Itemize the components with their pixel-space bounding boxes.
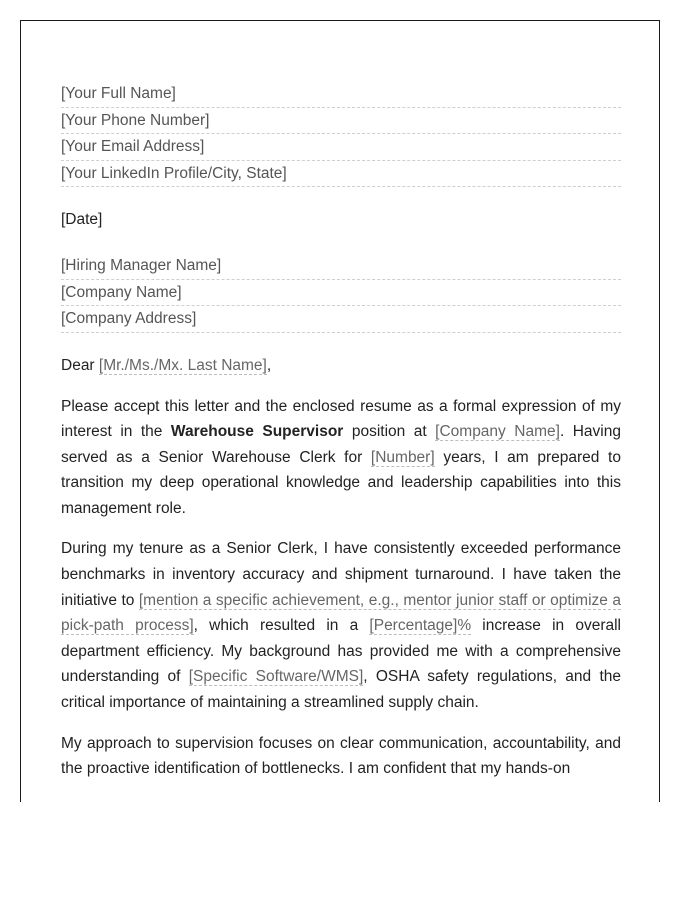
sender-email-field[interactable]: [Your Email Address]: [61, 134, 621, 161]
letter-page: [20, 20, 660, 802]
salutation: [61, 353, 621, 379]
letter-date: [Date]: [61, 211, 103, 228]
paragraph1-text-2: position at: [343, 423, 436, 441]
sender-block: [61, 81, 621, 187]
years-number-placeholder[interactable]: [Number]: [370, 448, 435, 466]
percentage-placeholder[interactable]: [Percentage]%: [369, 617, 472, 635]
recipient-company-address-field[interactable]: [Company Address]: [61, 306, 621, 333]
body-paragraph-1: [61, 394, 621, 522]
recipient-manager-name-field[interactable]: [Hiring Manager Name]: [61, 253, 621, 280]
paragraph2-text-3: increase in overall department efficiency. My background has provided me with a comprehensive understanding of: [61, 617, 622, 686]
paragraph2-text-2: , which resulted in a: [193, 617, 370, 635]
paragraph1-text-4: years, I am prepared to transition my deep operational knowledge and leadership capabilities into this management role.: [61, 448, 621, 517]
software-placeholder[interactable]: [Specific Software/WMS]: [188, 668, 364, 686]
salutation-name-placeholder[interactable]: [Mr./Ms./Mx. Last Name]: [98, 356, 267, 374]
body-paragraph-2: [61, 536, 621, 715]
recipient-company-name-field[interactable]: [Company Name]: [61, 280, 621, 307]
paragraph2-text-4: , OSHA safety regulations, and the critical importance of maintaining a streamlined supply chain.: [61, 668, 621, 712]
paragraph2-text-1: During my tenure as a Senior Clerk, I have consistently exceeded performance benchmarks in inventory accuracy and shipment turnaround. I have taken the initiative to: [61, 540, 621, 609]
paragraph1-text-1: Please accept this letter and the enclosed resume as a formal expression of my interest in the: [61, 397, 621, 441]
company-name-placeholder[interactable]: [Company Name]: [435, 423, 560, 441]
sender-full-name-field[interactable]: [Your Full Name]: [61, 81, 621, 108]
salutation-prefix: Dear: [61, 356, 99, 374]
position-title: Warehouse Supervisor: [170, 423, 344, 441]
achievement-placeholder[interactable]: [mention a specific achievement, e.g., mentor junior staff or optimize a pick-path process]: [61, 591, 621, 635]
letter-content: [61, 81, 621, 782]
sender-phone-field[interactable]: [Your Phone Number]: [61, 108, 621, 135]
body-paragraph-3: [61, 731, 621, 782]
sender-linkedin-location-field[interactable]: [Your LinkedIn Profile/City, State]: [61, 161, 621, 188]
salutation-suffix: ,: [266, 356, 272, 374]
paragraph1-text-3: . Having served as a Senior Warehouse Clerk for: [61, 423, 621, 466]
paragraph3-text-1: My approach to supervision focuses on clear communication, accountability, and the proactive identification of bottlenecks. I am confident that my hands-on: [61, 734, 621, 778]
recipient-block: [61, 253, 621, 333]
